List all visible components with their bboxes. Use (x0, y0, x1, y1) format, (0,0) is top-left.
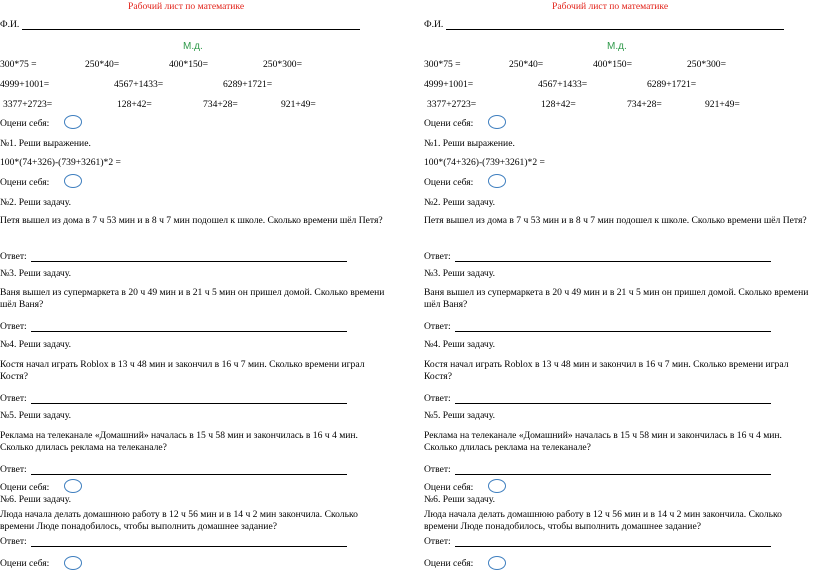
task1-title: №1. Реши выражение. (424, 138, 515, 149)
calc-item: 4999+1001= (424, 79, 474, 90)
name-line[interactable] (446, 29, 784, 30)
worksheet-title: Рабочий лист по математике (128, 1, 245, 12)
answer-line[interactable] (31, 403, 347, 404)
task2-title: №2. Реши задачу. (0, 197, 71, 208)
task5-text: Реклама на телеканале «Домашний» началась в 15 ч 58 мин и закончилась в 16 ч 4 мин. Сколько длилась реклама на телеканале? (424, 430, 782, 453)
self-rating-label: Оцени себя: (424, 118, 474, 129)
rating-circle[interactable] (488, 479, 506, 493)
name-line[interactable] (22, 29, 360, 30)
calc-item: 734+28= (627, 99, 662, 110)
rating-circle[interactable] (64, 115, 82, 129)
self-rating-label: Оцени себя: (0, 118, 50, 129)
self-rating-label: Оцени себя: (0, 558, 50, 569)
worksheet-left (0, 0, 392, 577)
rating-circle[interactable] (488, 174, 506, 188)
calc-item: 300*75 = (0, 59, 37, 70)
name-label: Ф.И. (0, 19, 20, 30)
rating-circle[interactable] (64, 479, 82, 493)
calc-item: 400*150= (169, 59, 208, 70)
task6-text: Люда начала делать домашнюю работу в 12 ч 56 мин и в 14 ч 2 мин закончила. Сколько времени Люде понадобилось, чтобы выполнить домашнее задание? (424, 509, 782, 532)
task6-text: Люда начала делать домашнюю работу в 12 ч 56 мин и в 14 ч 2 мин закончила. Сколько времени Люде понадобилось, чтобы выполнить домашнее задание? (0, 509, 358, 532)
answer-label: Ответ: (0, 321, 27, 332)
calc-item: 4999+1001= (0, 79, 50, 90)
calc-item: 400*150= (593, 59, 632, 70)
calc-item: 6289+1721= (647, 79, 697, 90)
task1-expression: 100*(74+326)-(739+3261)*2 = (0, 157, 121, 168)
calc-item: 250*300= (687, 59, 726, 70)
task3-text: Ваня вышел из супермаркета в 20 ч 49 мин и в 21 ч 5 мин он пришел домой. Сколько времени шёл Ваня? (424, 287, 809, 310)
self-rating-label: Оцени себя: (424, 558, 474, 569)
task2-title: №2. Реши задачу. (424, 197, 495, 208)
answer-line[interactable] (455, 261, 771, 262)
self-rating-label: Оцени себя: (424, 482, 474, 493)
rating-circle[interactable] (488, 115, 506, 129)
task6-title: №6. Реши задачу. (424, 494, 495, 505)
self-rating-label: Оцени себя: (0, 482, 50, 493)
task5-title: №5. Реши задачу. (0, 410, 71, 421)
task4-text: Костя начал играть Roblox в 13 ч 48 мин и закончил в 16 ч 7 мин. Сколько времени играл Костя? (0, 359, 365, 382)
task4-title: №4. Реши задачу. (424, 339, 495, 350)
calc-item: 128+42= (541, 99, 576, 110)
calc-item: 300*75 = (424, 59, 461, 70)
answer-label: Ответ: (424, 321, 451, 332)
task5-title: №5. Реши задачу. (424, 410, 495, 421)
answer-line[interactable] (31, 474, 347, 475)
task2-text: Петя вышел из дома в 7 ч 53 мин и в 8 ч 7 мин подошел к школе. Сколько времени шёл Петя? (424, 215, 807, 226)
worksheet-title: Рабочий лист по математике (552, 1, 669, 12)
calc-item: 6289+1721= (223, 79, 273, 90)
rating-circle[interactable] (64, 174, 82, 188)
calc-item: 4567+1433= (114, 79, 164, 90)
task4-title: №4. Реши задачу. (0, 339, 71, 350)
task4-text: Костя начал играть Roblox в 13 ч 48 мин и закончил в 16 ч 7 мин. Сколько времени играл Костя? (424, 359, 789, 382)
self-rating-label: Оцени себя: (0, 177, 50, 188)
answer-line[interactable] (31, 546, 347, 547)
calc-item: 250*40= (509, 59, 544, 70)
answer-label: Ответ: (0, 536, 27, 547)
answer-label: Ответ: (0, 464, 27, 475)
worksheet-right (424, 0, 816, 577)
calc-item: 921+49= (705, 99, 740, 110)
task2-text: Петя вышел из дома в 7 ч 53 мин и в 8 ч 7 мин подошел к школе. Сколько времени шёл Петя? (0, 215, 383, 226)
answer-line[interactable] (455, 331, 771, 332)
answer-line[interactable] (31, 261, 347, 262)
calc-item: 250*40= (85, 59, 120, 70)
calc-item: 734+28= (203, 99, 238, 110)
answer-label: Ответ: (424, 393, 451, 404)
calc-item: 921+49= (281, 99, 316, 110)
answer-label: Ответ: (0, 251, 27, 262)
calc-item: 4567+1433= (538, 79, 588, 90)
name-label: Ф.И. (424, 19, 444, 30)
answer-line[interactable] (455, 403, 771, 404)
task1-expression: 100*(74+326)-(739+3261)*2 = (424, 157, 545, 168)
rating-circle[interactable] (64, 556, 82, 570)
rating-circle[interactable] (488, 556, 506, 570)
subtitle: М.д. (183, 41, 203, 52)
calc-item: 128+42= (117, 99, 152, 110)
answer-label: Ответ: (424, 251, 451, 262)
calc-item: 3377+2723= (3, 99, 53, 110)
calc-item: 3377+2723= (427, 99, 477, 110)
task6-title: №6. Реши задачу. (0, 494, 71, 505)
answer-line[interactable] (31, 331, 347, 332)
self-rating-label: Оцени себя: (424, 177, 474, 188)
calc-item: 250*300= (263, 59, 302, 70)
answer-line[interactable] (455, 546, 771, 547)
task3-text: Ваня вышел из супермаркета в 20 ч 49 мин и в 21 ч 5 мин он пришел домой. Сколько времени шёл Ваня? (0, 287, 385, 310)
answer-label: Ответ: (424, 464, 451, 475)
task3-title: №3. Реши задачу. (0, 268, 71, 279)
task5-text: Реклама на телеканале «Домашний» началась в 15 ч 58 мин и закончилась в 16 ч 4 мин. Сколько длилась реклама на телеканале? (0, 430, 358, 453)
task3-title: №3. Реши задачу. (424, 268, 495, 279)
answer-label: Ответ: (0, 393, 27, 404)
answer-label: Ответ: (424, 536, 451, 547)
subtitle: М.д. (607, 41, 627, 52)
answer-line[interactable] (455, 474, 771, 475)
task1-title: №1. Реши выражение. (0, 138, 91, 149)
